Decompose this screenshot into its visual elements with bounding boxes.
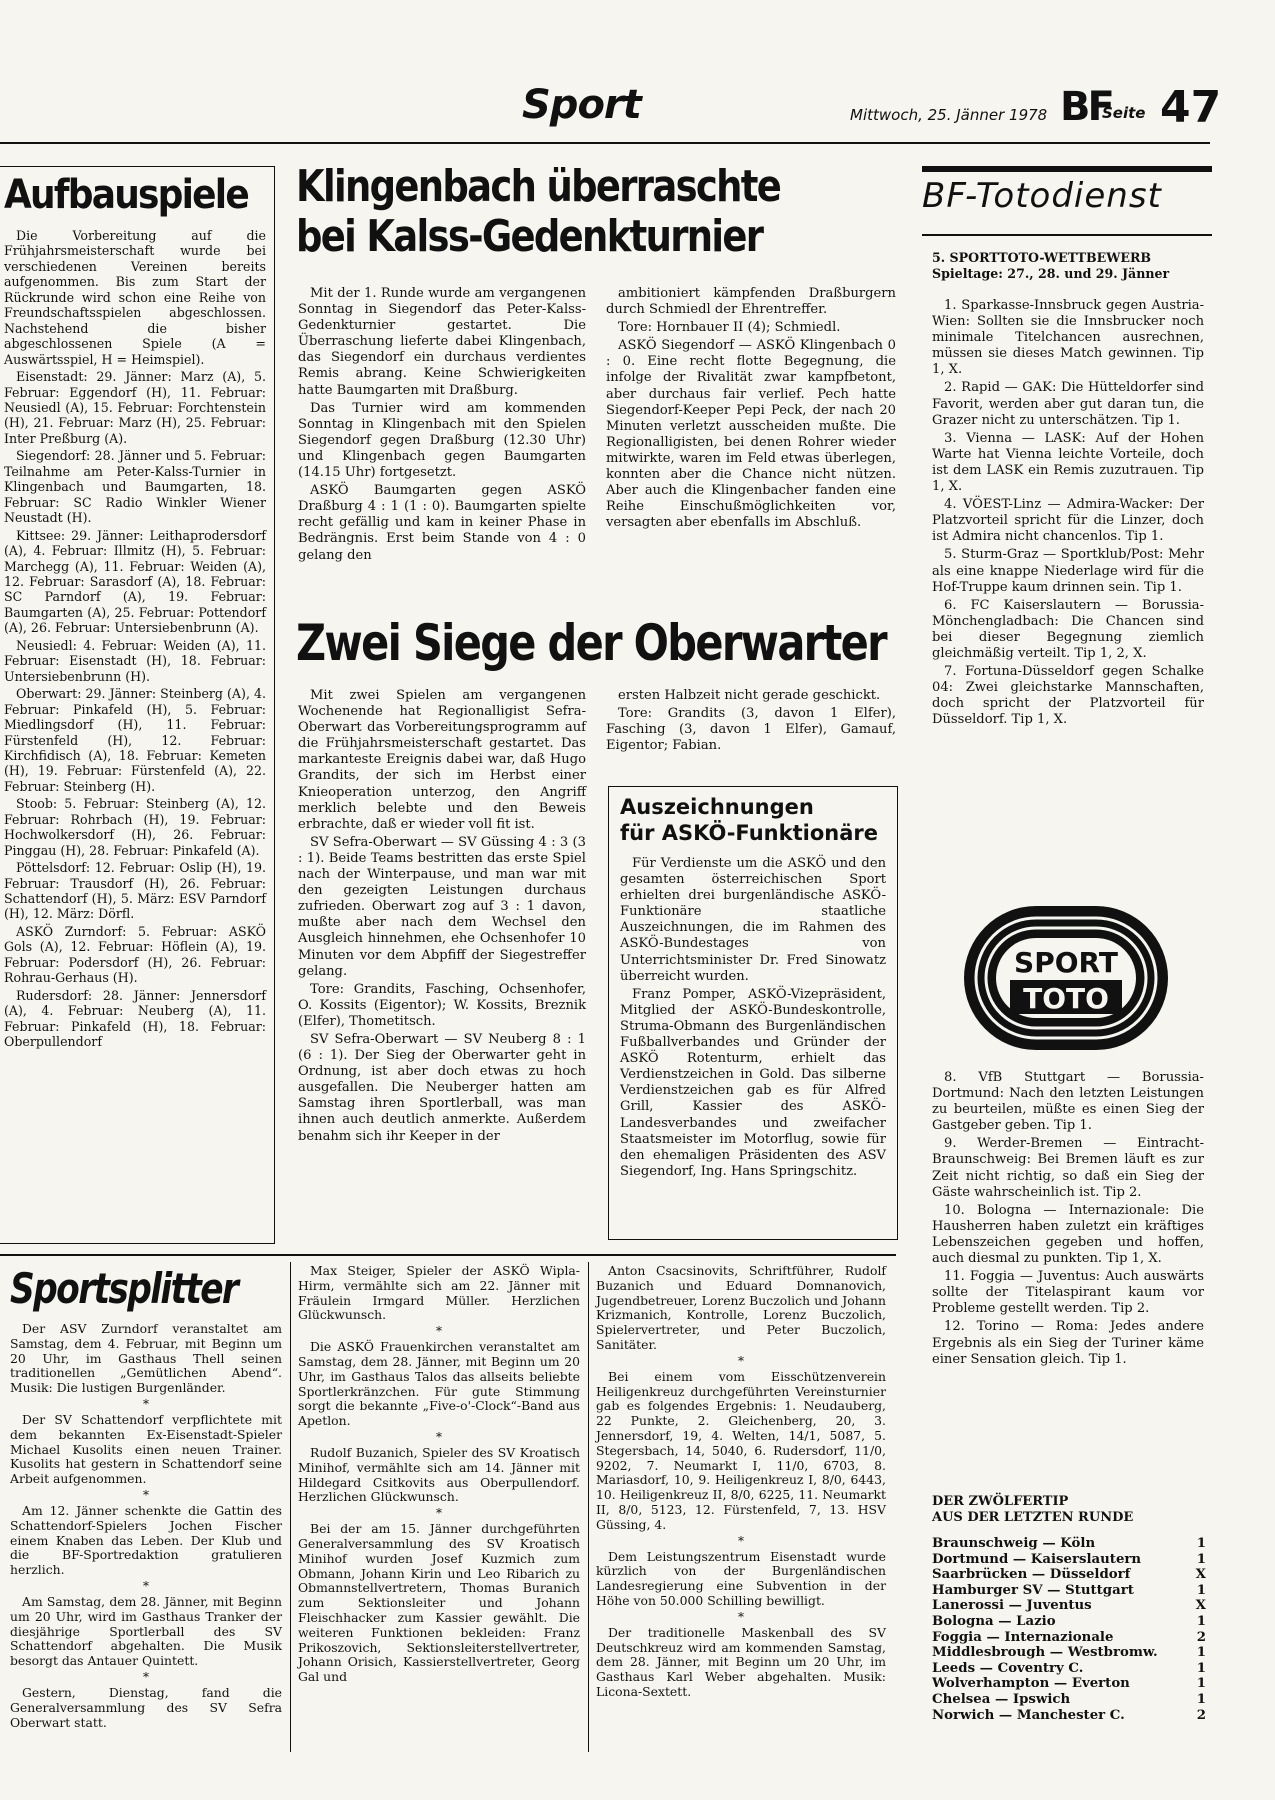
match-result: 1 — [1196, 1691, 1206, 1707]
toto-header — [932, 250, 1202, 282]
paragraph: SV Sefra-Oberwart — SV Neuberg 8 : 1 (6 : 1). Der Sieg der Oberwarter geht in Ordnung, ist aber doch etwas zu hoch ausgefallen. Die Neuberger hatten am Samstag ihren Sportlerball, was man ihnen auch deutlich anmerkte. Außerdem benahm sich ihr Keeper in der — [298, 1031, 586, 1144]
paragraph: Stoob: 5. Februar: Steinberg (A), 12. Februar: Rohrbach (H), 19. Februar: Hochwolkersdorf (H), 26. Februar: Pinggau (H), 28. Februar: Pinkafeld (A). — [4, 796, 266, 858]
match-name: Dortmund — Kaiserslautern — [932, 1551, 1142, 1567]
logo-word-top: SPORT — [1014, 946, 1118, 979]
klingenbach-headline — [296, 162, 780, 262]
paragraph: Die Vorbereitung auf die Frühjahrsmeisterschaft wurde bei verschiedenen Vereinen bereits aufgenommen. Bis zum Start der Rückrunde wird schon eine Reihe von Freundschaftsspielen abgeschlossen. Nachstehend die bisher abgeschlossenen Spiele (A = Auswärtsspiel, H = Heimspiel). — [4, 228, 266, 367]
tip: 11. Foggia — Juventus: Auch auswärts sollte der Titelaspirant kaum vor Probleme gestellt werden. Tip 2. — [932, 1269, 1204, 1317]
result-row — [932, 1614, 1206, 1630]
match-name: Wolverhampton — Everton — [932, 1676, 1130, 1692]
separator-star: * — [738, 1353, 744, 1368]
separator-star: * — [436, 1506, 442, 1521]
paragraph: Pöttelsdorf: 12. Februar: Oslip (H), 19. Februar: Trausdorf (H), 26. Februar: Schattendorf (H), 5. März: ESV Parndorf (H), 12. März: Dörfl. — [4, 860, 266, 922]
paragraph: Franz Pomper, ASKÖ-Vizepräsident, Mitglied der ASKÖ-Bundeskontrolle, Struma-Obmann des Burgenländischen Fußballverbandes und Gründer der ASKÖ Rotenturm, erhielt das Verdienstzeichen in Gold. Das silberne Verdienstzeichen gab es für Alfred Grill, Kassier des ASKÖ-Landesverbandes und zweifacher Staatsmeister im Motorflug, sowie für den ehemaligen Präsidenten des ASV Siegendorf, Ing. Hans Springschitz. — [620, 986, 886, 1179]
separator-star: * — [436, 1429, 442, 1444]
item: Am 12. Jänner schenkte die Gattin des Schattendorf-Spielers Jochen Fischer einem Knaben das Leben. Der Klub und die BF-Sportredaktion gratulieren herzlich. — [10, 1502, 282, 1578]
issue-date: Mittwoch, 25. Jänner 1978 — [850, 106, 1048, 124]
separator-star: * — [738, 1533, 744, 1548]
item: Der ASV Zurndorf veranstaltet am Samstag, dem 4. Februar, mit Beginn um 20 Uhr, im Gasthaus Thell seinen traditionellen „Gemütlichen Abend“. Musik: Die lustigen Burgenländer. — [10, 1321, 282, 1396]
paragraph: Eisenstadt: 29. Jänner: Marz (A), 5. Februar: Eggendorf (H), 11. Februar: Neusiedl (A), 15. Februar: Forchtenstein (H), 21. Februar: Marz (H), 25. Februar: Inter Preßburg (A). — [4, 369, 266, 446]
match-result: 1 — [1196, 1645, 1206, 1661]
item: Am Samstag, dem 28. Jänner, mit Beginn um 20 Uhr, wird im Gasthaus Tranker der diesjährige Sportlerball des SV Schattendorf abgehalten. Die Musik besorgt das Antauer Quintett. — [10, 1593, 282, 1669]
match-result: 1 — [1196, 1613, 1206, 1629]
klingenbach-col1 — [298, 286, 586, 566]
klingenbach-col2 — [606, 286, 896, 533]
splitter-rule — [0, 1254, 896, 1256]
item: Max Steiger, Spieler der ASKÖ Wipla-Hirm, vermählte sich am 22. Jänner mit Fräulein Irmgard Müller. Herzlichen Glückwunsch. — [298, 1263, 580, 1323]
result-row — [932, 1567, 1206, 1583]
totodienst-rule — [922, 166, 1212, 172]
tip: 4. VÖEST-Linz — Admira-Wacker: Der Platzvorteil spricht für die Linzer, doch ist Admira nicht chancenlos. Tip 1. — [932, 497, 1204, 545]
match-name: Saarbrücken — Düsseldorf — [932, 1567, 1131, 1583]
item: Dem Leistungszentrum Eisenstadt wurde kürzlich von der Burgenländischen Landesregierung eine Subvention in der Höhe von 50.000 Schilling bewilligt. — [596, 1548, 886, 1608]
result-row — [932, 1692, 1206, 1708]
paragraph: Siegendorf: 28. Jänner und 5. Februar: Teilnahme am Peter-Kalss-Turnier in Klingenbach und Baumgarten, 18. Februar: SC Radio Winkler Wiener Neustadt (H). — [4, 448, 266, 526]
match-result: 1 — [1196, 1551, 1206, 1567]
result-row — [932, 1676, 1206, 1692]
paragraph: Für Verdienste um die ASKÖ und den gesamten österreichischen Sport erhielten drei burgenländische ASKÖ-Funktionäre staatliche Auszeichnungen, die im Rahmen des ASKÖ-Bundestages von Unterrichtsminister Dr. Fred Sinowatz überreicht wurden. — [620, 856, 886, 984]
sport-toto-logo — [960, 900, 1172, 1056]
match-result: 1 — [1196, 1660, 1206, 1676]
match-result: 1 — [1196, 1582, 1206, 1598]
tip: 9. Werder-Bremen — Eintracht-Braunschweig: Bei Bremen läuft es zur Zeit nicht richtig, so daß ein Sieg der Gäste wahrscheinlich ist. Tip 2. — [932, 1136, 1204, 1200]
match-name: Bologna — Lazio — [932, 1613, 1056, 1629]
item: Bei der am 15. Jänner durchgeführten Generalversammlung des SV Kroatisch Minihof wurden Josef Kuzmich zum Obmann, Johann Kirin und Leo Ribarich zu Obmannstellvertretern, Thomas Buranich zum Sektionsleiter und Johann Fleischhacker zum Kassier gewählt. Die weiteren Funktionen bekleiden: Franz Prikoszovich, Sektionsleiterstellvertreter, Johann Orisich, Kassierstellvertreter, Georg Gal und — [298, 1521, 580, 1685]
headline-line: bei Kalss-Gedenkturnier — [296, 211, 763, 262]
paragraph: ASKÖ Baumgarten gegen ASKÖ Draßburg 4 : 1 (1 : 0). Baumgarten spielte recht gefällig und kam in keiner Phase in Bedrängnis. Erst beim Stande von 4 : 0 gelang den — [298, 483, 586, 563]
totodienst-headline: BF-Totodienst — [922, 176, 1162, 216]
paragraph: ambitioniert kämpfenden Draßburgern durch Schmiedl der Ehrentreffer. — [606, 286, 896, 318]
match-result: 2 — [1196, 1629, 1206, 1645]
headline-line: Auszeichnungen — [620, 795, 814, 819]
result-row — [932, 1552, 1206, 1568]
match-name: Norwich — Manchester C. — [932, 1707, 1125, 1723]
toto-tips-b — [932, 1070, 1204, 1370]
separator-star: * — [738, 1609, 744, 1624]
paragraph: Kittsee: 29. Jänner: Leithaprodersdorf (A), 4. Februar: Illmitz (H), 5. Februar: Marchegg (A), 11. Februar: Weiden (A), 12. Februar: Sarasdorf (A), 18. Februar: SC Parndorf (A), 19. Februar: Baumgarten (A), 25. Februar: Pottendorf (A), 26. Februar: Untersiebenbrunn (A). — [4, 527, 266, 636]
match-result: X — [1195, 1598, 1206, 1614]
sport-toto-logo-icon — [960, 900, 1172, 1056]
splitter-col1 — [10, 1322, 282, 1732]
zwoelfertip-table — [932, 1536, 1206, 1723]
match-name: Braunschweig — Köln — [932, 1536, 1096, 1551]
paragraph: SV Sefra-Oberwart — SV Güssing 4 : 3 (3 : 1). Beide Teams bestritten das erste Spiel nach der Winterpause, und man war mit den gezeigten Leistungen durchaus zufrieden. Oberwart zog auf 3 : 1 davon, mußte aber nach dem Wechsel den Ausgleich hinnehmen, ehe Ochsenhofer 10 Minuten vor dem Abpfiff der Siegestreffer gelang. — [298, 834, 586, 979]
result-row — [932, 1661, 1206, 1677]
paragraph: Oberwart: 29. Jänner: Steinberg (A), 4. Februar: Pinkafeld (H), 5. Februar: Miedlingsdorf (H), 11. Februar: Fürstenfeld (H), 12. Februar: Kirchfidisch (A), 18. Februar: Kemeten (H), 19. Februar: Fürstenfeld (A), 22. Februar: Steinberg (H). — [4, 686, 266, 794]
match-name: Foggia — Internazionale — [932, 1629, 1114, 1645]
match-name: Middlesbrough — Westbromw. — [932, 1645, 1158, 1661]
paragraph: Mit zwei Spielen am vergangenen Wochenende hat Regionalligist Sefra-Oberwart das Vorbereitungsprogramm auf die Frühjahrsmeisterschaft gestartet. Das markanteste Ereignis dabei war, daß Hugo Grandits, der sich im Herbst einer Knieoperation unterzog, den Angriff merklich belebte und den Beweis erbrachte, daß er wieder voll fit ist. — [298, 688, 586, 832]
item: Anton Csacsinovits, Schriftführer, Rudolf Buzanich und Eduard Domnanovich, Jugendbetreuer, Lorenz Buczolich und Johann Krizmanich, Kontrolle, Lorenz Buczolich, Spielervertreter, und Peter Buczolich, Sanitäter. — [596, 1263, 886, 1352]
result-row — [932, 1583, 1206, 1599]
item: Rudolf Buzanich, Spieler des SV Kroatisch Minihof, vermählte sich am 14. Jänner mit Hildegard Csitkovits aus Oberpullendorf. Herzlichen Glückwunsch. — [298, 1444, 580, 1505]
askoe-headline — [620, 794, 878, 846]
paragraph: ASKÖ Zurndorf: 5. Februar: ASKÖ Gols (A), 12. Februar: Höflein (A), 19. Februar: Podersdorf (H), 26. Februar: Rohrau-Gerhaus (H). — [4, 923, 266, 986]
aufbauspiele-body — [4, 228, 266, 1052]
result-row — [932, 1598, 1206, 1614]
title-line: AUS DER LETZTEN RUNDE — [932, 1510, 1134, 1525]
tip: 8. VfB Stuttgart — Borussia-Dortmund: Nach den letzten Leistungen zu beurteilen, müßte es einen Sieg der Gastgeber geben. Tip 1. — [932, 1070, 1204, 1134]
item: Gestern, Dienstag, fand die Generalversammlung des SV Sefra Oberwart statt. — [10, 1684, 282, 1730]
tip: 10. Bologna — Internazionale: Die Hausherren haben zuletzt ein kräftiges Lebenszeichen gegeben und hoffen, auch diesmal zu punkten. Tip 1, X. — [932, 1202, 1204, 1267]
paragraph: Tore: Hornbauer II (4); Schmiedl. — [618, 320, 841, 336]
separator-star: * — [436, 1324, 442, 1339]
splitter-col2 — [298, 1264, 580, 1687]
paper-logo: BF — [1060, 84, 1112, 130]
page-number: 47 — [1160, 82, 1222, 133]
item: Der traditionelle Maskenball des SV Deutschkreuz wird am kommenden Samstag, dem 28. Jänner, mit Beginn um 20 Uhr, im Gasthaus Karl Weber abgehalten. Musik: Licona-Sextett. — [596, 1624, 886, 1699]
tip: 12. Torino — Roma: Jedes andere Ergebnis als ein Sieg der Turiner käme einer Sensation gleich. Tip 1. — [932, 1319, 1204, 1367]
paragraph: Rudersdorf: 28. Jänner: Jennersdorf (A), 4. Februar: Neuberg (A), 11. Februar: Pinkafeld (H), 18. Februar: Oberpullendorf — [4, 987, 266, 1050]
match-name: Leeds — Coventry C. — [932, 1660, 1084, 1676]
tip: 1. Sparkasse-Innsbruck gegen Austria-Wien: Sollten sie die Innsbrucker noch minimale Titelchancen ausrechnen, müssen sie dieses Match gewinnen. Tip 1, X. — [932, 298, 1204, 378]
result-row — [932, 1645, 1206, 1661]
separator-star: * — [143, 1487, 149, 1502]
match-result: 1 — [1196, 1676, 1206, 1692]
paragraph: Das Turnier wird am kommenden Sonntag in Klingenbach mit den Spielen Siegendorf gegen Draßburg (12.30 Uhr) und Klingenbach gegen Baumgarten (14.15 Uhr) fortgesetzt. — [298, 400, 586, 481]
result-row — [932, 1536, 1206, 1552]
match-name: Hamburger SV — Stuttgart — [932, 1582, 1134, 1598]
logo-word-bottom: TOTO — [1023, 982, 1109, 1015]
item: Der SV Schattendorf verpflichtete mit dem bekannten Ex-Eisenstadt-Spieler Michael Kusolits einen neuen Trainer. Kusolits hat gestern in Schattendorf seine Arbeit aufgenommen. — [10, 1411, 282, 1487]
toto-contest-title: 5. SPORTTOTO-WETTBEWERB — [932, 250, 1152, 265]
page-label: Seite — [1102, 104, 1146, 122]
headline-line: für ASKÖ-Funktionäre — [620, 821, 878, 845]
match-name: Lanerossi — Juventus — [932, 1598, 1092, 1614]
totodienst-rule-thin — [922, 234, 1212, 236]
match-name: Chelsea — Ipswich — [932, 1691, 1071, 1707]
separator-star: * — [143, 1669, 149, 1684]
result-row — [932, 1630, 1206, 1646]
askoe-body — [620, 856, 886, 1182]
tip: 7. Fortuna-Düsseldorf gegen Schalke 04: Zwei gleichstarke Mannschaften, doch spricht der Platzvorteil für Düsseldorf. Tip 1, X. — [932, 664, 1204, 728]
column-rule — [588, 1262, 589, 1752]
paragraph: ASKÖ Siegendorf — ASKÖ Klingenbach 0 : 0. Eine recht flotte Begegnung, die infolge der Rivalität zwar kampfbetont, aber durchaus fair verlief. Pech hatte Siegendorf-Keeper Pepi Peck, der nach 20 Minuten verletzt ausscheiden mußte. Die Regionalligisten, bei denen Rohrer wieder mitwirkte, waren im Feld etwas überlegen, konnten aber die Chance nicht nützen. Aber auch die Klingenbacher fanden eine Reihe Einschußmöglichkeiten vor, versagten aber ebenfalls im Abschluß. — [606, 338, 896, 531]
column-rule — [290, 1262, 291, 1752]
toto-matchdays: Spieltage: 27., 28. und 29. Jänner — [932, 266, 1170, 281]
item: Die ASKÖ Frauenkirchen veranstaltet am Samstag, dem 28. Jänner, mit Beginn um 20 Uhr, im Gasthaus Talos das allseits beliebte Sportlerkränzchen. Für gute Stimmung sorgt die bekannte „Five-o'-Clock“-Band aus Apetlon. — [298, 1339, 580, 1429]
tip: 3. Vienna — LASK: Auf der Hohen Warte hat Vienna leichte Vorteile, doch ist dem LASK ein Remis zuzutrauen. Tip 1, X. — [932, 430, 1204, 495]
paragraph: Tore: Grandits, Fasching, Ochsenhofer, O. Kossits (Eigentor); W. Kossits, Breznik (Elfer), Thometitsch. — [298, 981, 586, 1029]
match-result: 1 — [1196, 1536, 1206, 1551]
zwoelfertip-title — [932, 1494, 1133, 1526]
separator-star: * — [143, 1578, 149, 1593]
aufbauspiele-headline: Aufbauspiele — [4, 172, 248, 218]
item: Bei einem vom Eisschützenverein Heiligenkreuz durchgeführten Vereinsturnier gab es folgendes Ergebnis: 1. Neudauberg, 22 Punkte, 2. Gleichenberg, 20, 3. Jennersdorf, 19, 4. Welten, 14/1, 5087, 5. Stegersbach, 14, 5040, 6. Rudersdorf, 11/0, 9202, 7. Neumarkt I, 11/0, 6703, 8. Mariasdorf, 10, 9. Heiligenkreuz I, 8/0, 6443, 10. Heiligenkreuz II, 8/0, 6225, 11. Neumarkt II, 8/0, 5123, 12. Fürstenfeld, 7, 13. HSV Güssing, 4. — [596, 1368, 886, 1532]
headline-line: Klingenbach überraschte — [296, 161, 781, 212]
title-line: DER ZWÖLFERTIP — [932, 1494, 1069, 1509]
result-row — [932, 1708, 1206, 1724]
oberwart-col1 — [298, 688, 586, 1147]
tip: 5. Sturm-Graz — Sportklub/Post: Mehr als eine knappe Niederlage wird für die Hof-Truppe kaum drinnen sein. Tip 1. — [932, 547, 1204, 595]
paragraph: Neusiedl: 4. Februar: Weiden (A), 11. Februar: Eisenstadt (H), 18. Februar: Untersiebenbrunn (H). — [4, 637, 266, 684]
tip: 2. Rapid — GAK: Die Hütteldorfer sind Favorit, werden aber gut daran tun, die Grazer nicht zu unterschätzen. Tip 1. — [932, 380, 1204, 428]
sportsplitter-headline: Sportsplitter — [10, 1264, 238, 1313]
section-title: Sport — [522, 82, 641, 128]
oberwart-col2 — [606, 688, 896, 756]
match-result: 2 — [1196, 1707, 1206, 1723]
oberwart-headline: Zwei Siege der Oberwarter — [296, 614, 886, 672]
match-result: X — [1195, 1567, 1206, 1583]
toto-tips-a — [932, 298, 1204, 730]
separator-star: * — [143, 1396, 149, 1411]
paragraph: ersten Halbzeit nicht gerade geschickt. — [618, 688, 881, 703]
tip: 6. FC Kaiserslautern — Borussia-Mönchengladbach: Die Chancen sind bei dieser Begegnung ziemlich gleichmäßig verteilt. Tip 1, 2, X. — [932, 597, 1204, 661]
paragraph: Mit der 1. Runde wurde am vergangenen Sonntag in Siegendorf das Peter-Kalss-Gedenkturnier gestartet. Die Überraschung lieferte dabei Klingenbach, das Siegendorf ein durchaus verdientes Remis abrang. Keine Schwierigkeiten hatte Baumgarten mit Draßburg. — [298, 286, 586, 398]
splitter-col3 — [596, 1264, 886, 1702]
paragraph: Tore: Grandits (3, davon 1 Elfer), Fasching (3, davon 1 Elfer), Gamauf, Eigentor; Fabian. — [606, 706, 896, 754]
